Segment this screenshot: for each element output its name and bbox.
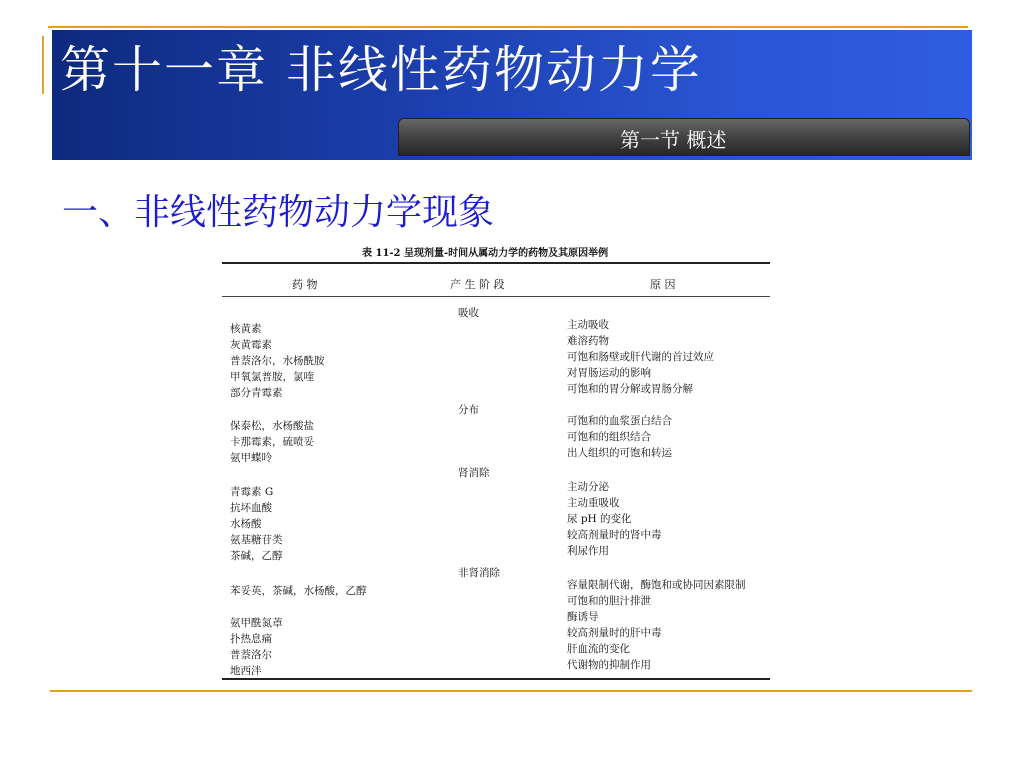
stage-label: 吸收 xyxy=(458,307,479,319)
stage-label: 分布 xyxy=(458,404,479,416)
slide-title: 第十一章 非线性药物动力学 xyxy=(60,41,702,99)
header-stage: 产 生 阶 段 xyxy=(450,278,505,291)
reason-cell: 较高剂量时的肾中毒 xyxy=(567,529,662,541)
reason-cell: 较高剂量时的肝中毒 xyxy=(567,627,662,639)
scanned-table xyxy=(222,238,777,684)
left-rule xyxy=(42,36,44,94)
drug-cell: 核黄素 xyxy=(230,323,262,335)
drug-cell: 灰黄霉素 xyxy=(230,339,272,351)
drug-cell: 水杨酸 xyxy=(230,518,262,530)
table-top-rule xyxy=(222,262,770,264)
drug-cell: 青霉素 G xyxy=(230,486,274,498)
header-reason: 原 因 xyxy=(650,278,676,291)
drug-cell: 氨甲酰氮䓬 xyxy=(230,617,283,629)
reason-cell: 可饱和的血浆蛋白结合 xyxy=(567,415,672,427)
drug-cell: 抗坏血酸 xyxy=(230,502,272,514)
drug-cell: 卡那霉素，硫喷妥 xyxy=(230,436,314,448)
reason-cell: 对胃肠运动的影响 xyxy=(567,367,651,379)
section-label: 第一节 概述 xyxy=(620,128,727,152)
drug-cell: 茶碱，乙醇 xyxy=(230,550,283,562)
drug-cell: 甲氧氯普胺，氯喹 xyxy=(230,371,314,383)
bottom-rule xyxy=(50,690,972,692)
reason-cell: 肝血流的变化 xyxy=(567,643,630,655)
drug-cell: 氨甲蝶呤 xyxy=(230,452,272,464)
drug-cell: 扑热息痛 xyxy=(230,633,272,645)
reason-cell: 主动重吸收 xyxy=(567,497,620,509)
drug-cell: 氨基糖苷类 xyxy=(230,534,283,546)
table-bottom-rule xyxy=(222,678,770,680)
reason-cell: 代谢物的抑制作用 xyxy=(567,659,651,671)
header-drug: 药 物 xyxy=(292,278,318,291)
slide-heading: 一、非线性药物动力学现象 xyxy=(62,192,495,233)
reason-cell: 容量限制代谢，酶饱和或协同因素限制 xyxy=(567,579,746,591)
reason-cell: 可饱和的组织结合 xyxy=(567,431,651,443)
stage-label: 肾消除 xyxy=(458,467,490,479)
drug-cell: 苯妥英，茶碱，水杨酸，乙醇 xyxy=(230,585,367,597)
drug-cell: 保泰松，水杨酸盐 xyxy=(230,420,314,432)
header-rule xyxy=(222,296,770,297)
reason-cell: 可饱和的胆汁排泄 xyxy=(567,595,651,607)
reason-cell: 出人组织的可饱和转运 xyxy=(567,447,672,459)
reason-cell: 主动吸收 xyxy=(567,319,609,331)
drug-cell: 部分青霉素 xyxy=(230,387,283,399)
drug-cell: 普萘洛尔，水杨酰胺 xyxy=(230,355,325,367)
reason-cell: 尿 pH 的变化 xyxy=(567,513,632,525)
reason-cell: 可饱和的胃分解或胃肠分解 xyxy=(567,383,693,395)
reason-cell: 可饱和肠壁或肝代谢的首过效应 xyxy=(567,351,714,363)
drug-cell: 普萘洛尔 xyxy=(230,649,272,661)
reason-cell: 主动分泌 xyxy=(567,481,609,493)
table-caption: 表 11-2 呈现剂量-时间从属动力学的药物及其原因举例 xyxy=(362,248,609,259)
reason-cell: 利尿作用 xyxy=(567,545,609,557)
reason-cell: 难溶药物 xyxy=(567,335,609,347)
drug-cell: 地西泮 xyxy=(230,665,262,677)
stage-label: 非肾消除 xyxy=(458,567,500,579)
top-rule xyxy=(48,26,968,28)
reason-cell: 酶诱导 xyxy=(567,611,599,623)
